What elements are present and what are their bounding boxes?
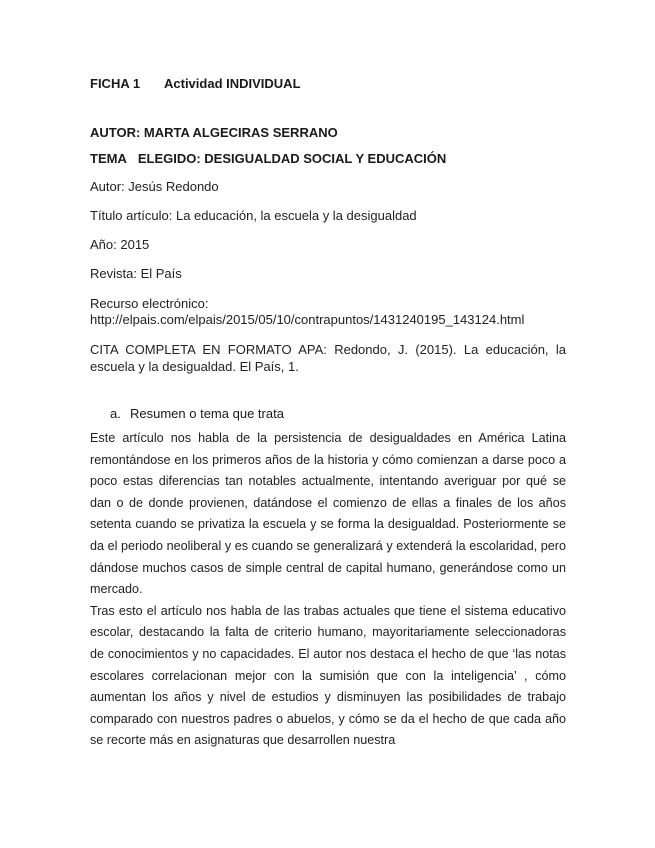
ficha-header [90, 76, 301, 91]
paragraph: Tras esto el artículo nos habla de las trabas actuales que tiene el sistema educativo escolar, destacando la falta de criterio humano, mayoritariamente seleccionadoras de conocimientos y no capacidades. El autor nos destaca el hecho de que ‘las notas escolares correlacionan mejor con la sumisión que con la inteligencia’ , cómo aumentan los años y nivel de estudios y disminuyen las posibilidades de trabajo comparado con nuestros padres o abuelos, y cómo se da el hecho de que cada año se recorte más en asignaturas que desarrollen nuestra [90, 603, 566, 748]
topic-value: ELEGIDO: DESIGUALDAD SOCIAL Y EDUCACIÓN [137, 151, 447, 166]
article-journal: Revista: El País [90, 266, 182, 281]
resource-url: http://elpais.com/elpais/2015/05/10/contrapuntos/1431240195_143124.html [90, 312, 525, 327]
paragraph: Este artículo nos habla de la persistencia de desigualdades en América Latina remontándose en los primeros años de la historia y cómo comienzan a darse poco a poco estas diferencias tan notables actualmente, intentando averiguar por qué se dan o de donde provienen, datándose el comienzo de ellas a finales de los años setenta cuando se privatiza la escuela y se forma la desigualdad. Posteriormente se da el periodo neoliberal y es cuando se generalizará y extenderá la escolaridad, pero dándose muchos casos de simple central de capital humano, generándose como un mercado. [90, 431, 566, 597]
section-marker: a. [110, 406, 121, 421]
article-year: Año: 2015 [90, 237, 150, 252]
article-author: Autor: Jesús Redondo [90, 179, 219, 194]
apa-citation: CITA COMPLETA EN FORMATO APA: Redondo, J. (2015). La educación, la escuela y la desigualdad. El País, 1. [90, 342, 566, 374]
student-author-line: AUTOR: MARTA ALGECIRAS SERRANO [90, 125, 338, 140]
section-title: Resumen o tema que trata [130, 406, 284, 421]
topic-line [90, 151, 446, 166]
ficha-label: FICHA 1 [90, 76, 141, 91]
activity-label: Actividad INDIVIDUAL [164, 76, 301, 91]
summary-body [90, 428, 566, 752]
resource-label: Recurso electrónico: [90, 296, 209, 311]
topic-label: TEMA [90, 151, 127, 166]
article-title: Título artículo: La educación, la escuela y la desigualdad [90, 208, 417, 223]
section-heading [110, 406, 284, 421]
